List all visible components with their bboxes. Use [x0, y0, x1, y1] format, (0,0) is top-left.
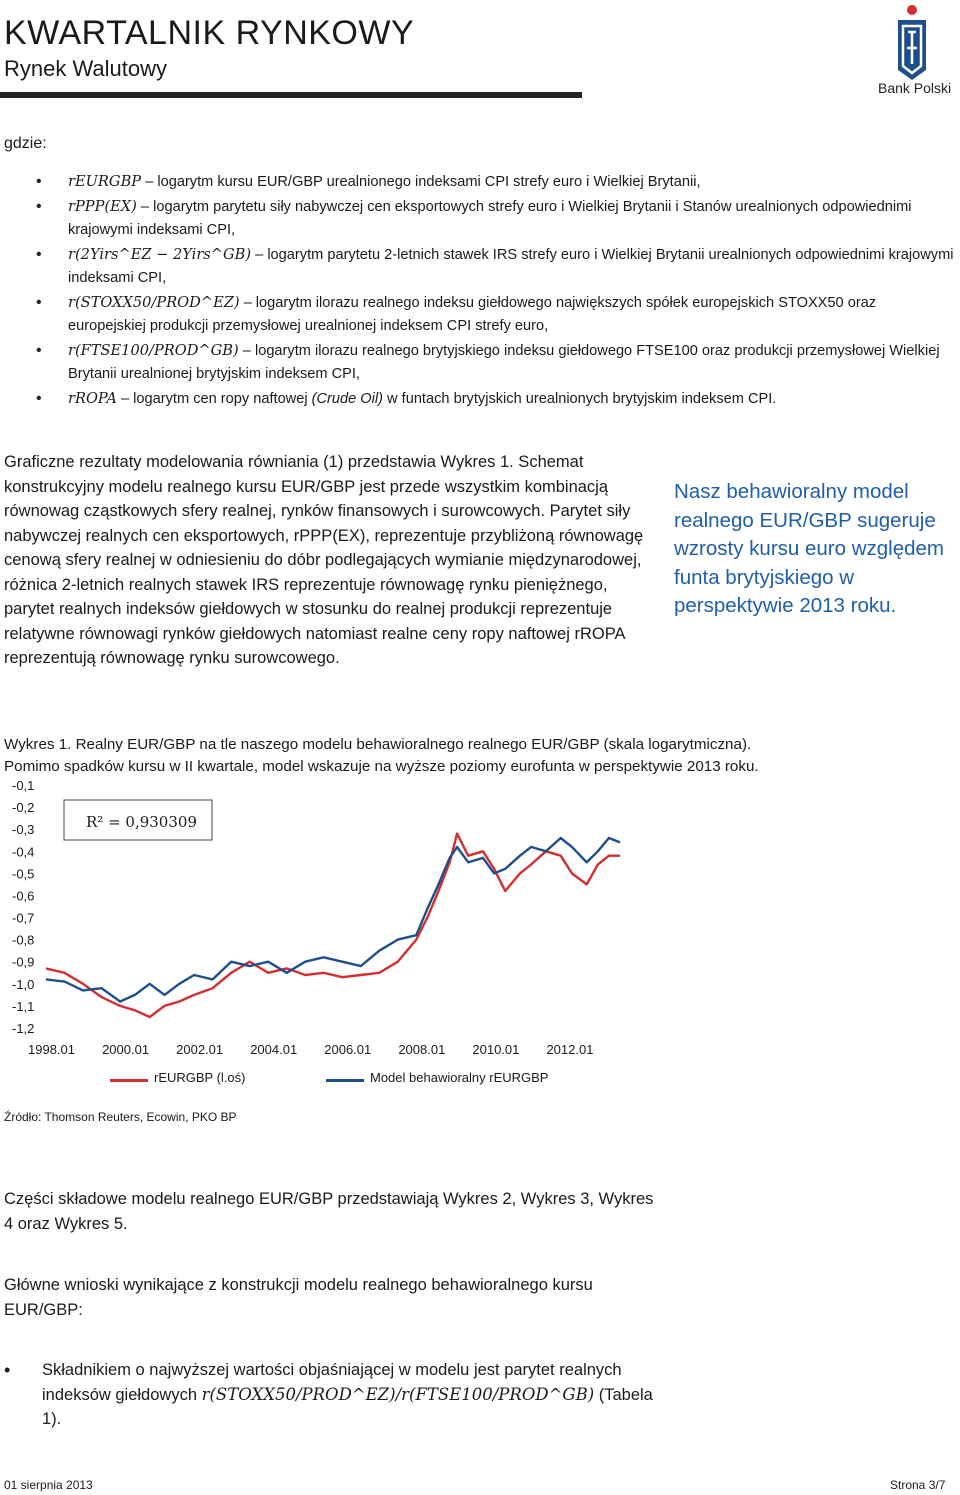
- bullet-text: [42, 1358, 664, 1432]
- y-tick-label: -0,7: [12, 910, 35, 926]
- bullet-formula: r(STOXX50/PROD^EZ)/r(FTSE100/PROD^GB): [201, 1384, 595, 1404]
- paragraph-conclusions: Główne wnioski wynikające z konstrukcji modelu realnego behawioralnego kursu EUR/GBP:: [4, 1276, 593, 1319]
- y-tick-label: -0,2: [12, 800, 35, 816]
- gdzie-label: gdzie:: [4, 135, 47, 152]
- symbol: r(2Yirs^EZ − 2Yirs^GB): [68, 245, 252, 263]
- definition-item: [36, 170, 956, 195]
- legend-item-reurgbp: [110, 1070, 246, 1085]
- definition-item: [36, 339, 956, 387]
- y-tick-label: -0,1: [12, 778, 35, 793]
- y-tick-label: -0,4: [12, 844, 35, 860]
- y-tick-label: -1,0: [12, 976, 35, 992]
- definition-term: (Crude Oil): [311, 390, 383, 407]
- y-axis: [12, 778, 34, 1036]
- figure-source: Źródło: Thomson Reuters, Ecowin, PKO BP: [4, 1110, 237, 1124]
- x-tick-label: 2004.01: [250, 1042, 298, 1057]
- bullet-dot: •: [4, 1360, 11, 1380]
- x-tick-label: 2010.01: [472, 1042, 520, 1057]
- x-tick-label: 2008.01: [398, 1042, 446, 1057]
- y-tick-label: -0,9: [12, 954, 35, 970]
- definition-item: [36, 387, 956, 412]
- y-tick-label: -1,2: [12, 1021, 35, 1036]
- definition-text: – logarytm parytetu 2-letnich stawek IRS strefy euro i Wielkiej Brytanii urealnionych odpowiednimi krajowymi indeksami CPI,: [68, 246, 954, 286]
- bank-name: Bank Polski: [878, 80, 952, 96]
- x-tick-label: 2000.01: [102, 1042, 150, 1057]
- bullet-text-b: (Tabela 1).: [42, 1385, 653, 1428]
- definition-text: – logarytm cen ropy naftowej: [116, 390, 312, 407]
- header-rule: [0, 92, 582, 98]
- x-tick-label: 2006.01: [324, 1042, 372, 1057]
- legend-label: Model behawioralny rEURGBP: [370, 1070, 549, 1085]
- paragraph-model: Graficzne rezultaty modelowania równiania (1) przedstawia Wykres 1. Schemat konstrukcyjny modelu realnego kursu EUR/GBP jest przede wszystkim kombinacją równowag cząstkowych sfery realnej, rynków finansowych i surowcowych. Parytet siły nabywczej realnych cen eksportowych, rPPP(EX), reprezentuje przybliżoną równowagę cenową sfery realnej w odniesieniu do dóbr podlegających wymianie międzynarodowej, różnica 2-letnich realnych stawek IRS reprezentuje równowagę rynku pieniężnego, parytet realnych indeksów giełdowych w stosunku do realnej produkcji reprezentuje relatywne równowagi rynków giełdowych natomiast realne ceny ropy naftowej rROPA reprezentują równowagę rynku surowcowego.: [4, 453, 644, 667]
- x-axis: [28, 1042, 593, 1057]
- symbol: rPPP(EX): [68, 197, 137, 215]
- symbol: r(FTSE100/PROD^GB): [68, 341, 239, 359]
- series-line-reurgbp: [46, 834, 620, 1017]
- y-tick-label: -0,5: [12, 866, 35, 882]
- footer-page: Strona 3/7: [890, 1478, 946, 1492]
- y-tick-label: -0,8: [12, 932, 35, 948]
- report-title: KWARTALNIK RYNKOWY: [4, 14, 415, 52]
- legend-swatch: [110, 1079, 148, 1082]
- chart: [0, 770, 640, 1100]
- conclusion-bullet: [4, 1358, 664, 1432]
- x-tick-label: 1998.01: [28, 1042, 75, 1057]
- y-tick-label: -0,6: [12, 888, 35, 904]
- y-tick-label: -0,3: [12, 822, 35, 838]
- definition-text: – logarytm kursu EUR/GBP urealnionego indeksami CPI strefy euro i Wielkiej Brytanii,: [141, 174, 701, 190]
- definitions-list: [36, 170, 956, 411]
- definition-text: – logarytm ilorazu realnego indeksu giełdowego największych spółek europejskich STOXX50 oraz europejskiej produkcji przemysłowej urealnionej indeksem CPI strefy euro,: [68, 294, 877, 334]
- definition-item: [36, 243, 956, 291]
- definition-text: – logarytm ilorazu realnego brytyjskiego indeksu giełdowego FTSE100 oraz produkcji przemysłowej Wielkiej Brytanii urealnionej brytyjskim indeksem CPI,: [68, 342, 940, 382]
- symbol: r(STOXX50/PROD^EZ): [68, 293, 240, 311]
- legend-swatch: [326, 1079, 364, 1082]
- y-tick-label: -1,1: [12, 998, 35, 1014]
- plot-area: [46, 834, 620, 1017]
- callout-quote: Nasz behawioralny model realnego EUR/GBP sugeruje wzrosty kursu euro względem funta brytyjskiego w perspektywie 2013 roku.: [674, 480, 945, 617]
- x-tick-label: 2012.01: [546, 1042, 594, 1057]
- bullet-text-a: Składnikiem o najwyższej wartości objaśniającej w modelu jest parytet realnych indeksów giełdowych: [42, 1361, 622, 1404]
- definition-text: – logarytm parytetu siły nabywczej cen eksportowych strefy euro i Wielkiej Brytanii i Stanów urealnionych odpowiednimi krajowymi indeksami CPI,: [68, 198, 912, 238]
- symbol: rROPA: [68, 389, 117, 407]
- footer-date: 01 sierpnia 2013: [4, 1478, 93, 1492]
- paragraph-components: Części składowe modelu realnego EUR/GBP przedstawiają Wykres 2, Wykres 3, Wykres 4 oraz Wykres 5.: [4, 1190, 654, 1233]
- definition-text: w funtach brytyjskich urealnionych brytyjskim indeksem CPI.: [383, 390, 777, 407]
- r2-label: R² = 0,930309: [86, 813, 197, 831]
- legend-item-model: [326, 1070, 548, 1085]
- figure-title-line1: Wykres 1. Realny EUR/GBP na tle naszego modelu behawioralnego realnego EUR/GBP (skala logarytmiczna).: [4, 736, 752, 753]
- definition-item: [36, 291, 956, 339]
- legend-label: rEURGBP (l.oś): [154, 1070, 246, 1085]
- definition-item: [36, 195, 956, 243]
- figure-title-line2: Pomimo spadków kursu w II kwartale, model wskazuje na wyższe poziomy eurofunta w perspektywie 2013 roku.: [4, 758, 759, 775]
- x-tick-label: 2002.01: [176, 1042, 224, 1057]
- report-subtitle: Rynek Walutowy: [4, 56, 168, 81]
- symbol: rEURGBP: [68, 173, 142, 190]
